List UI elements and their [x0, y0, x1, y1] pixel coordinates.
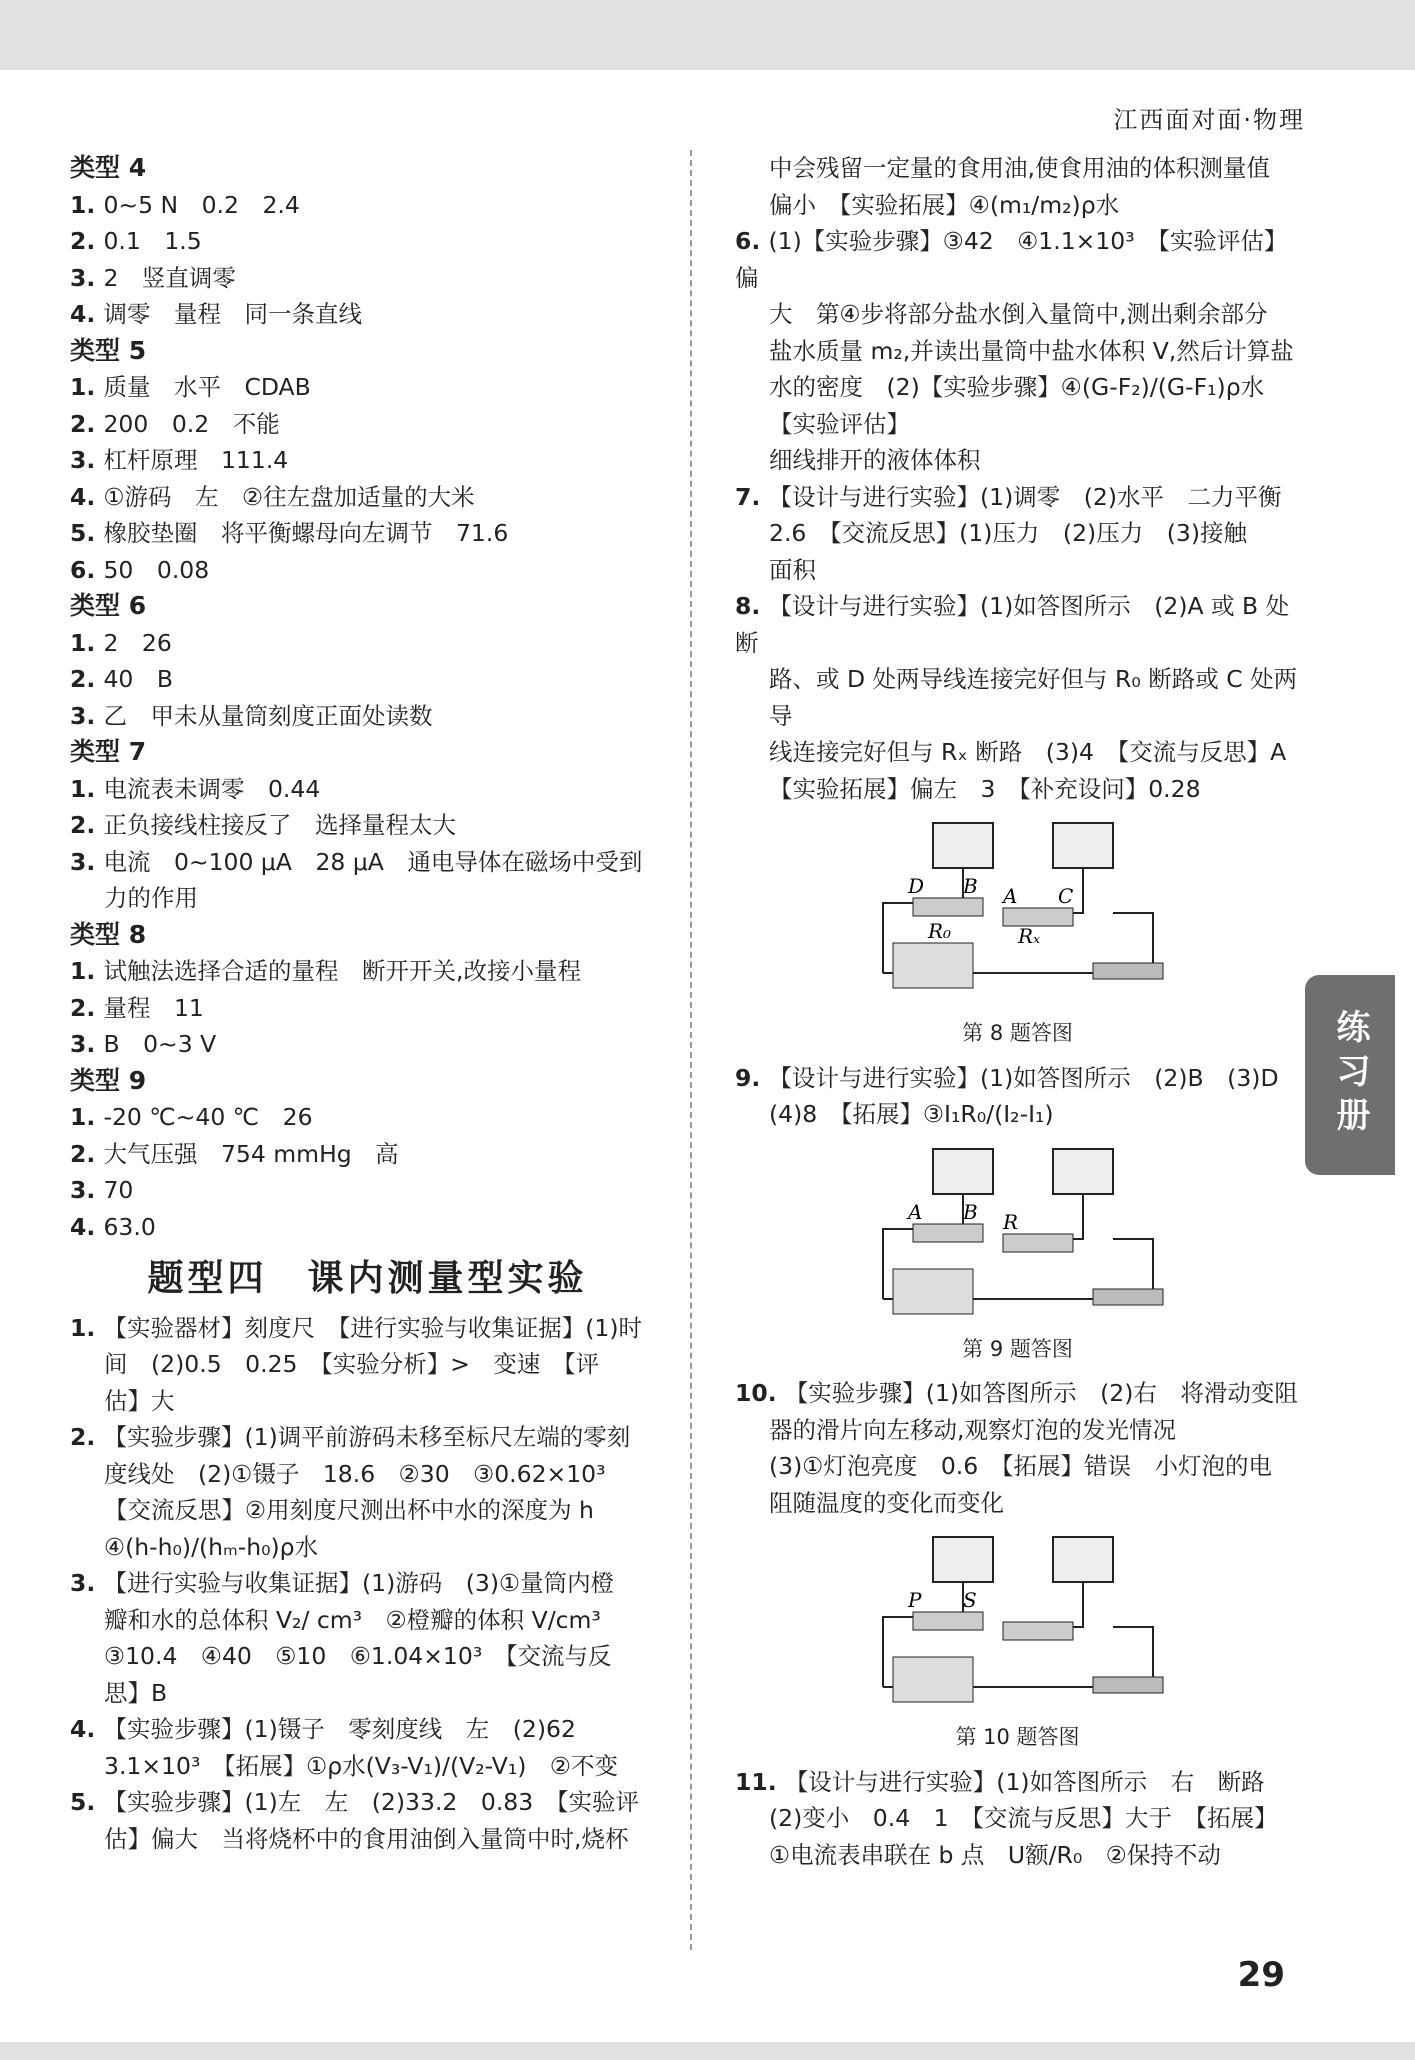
figure: [735, 1139, 1300, 1368]
item-number: 4.: [70, 482, 104, 511]
item-text: 量程 11: [103, 993, 204, 1022]
answer-continuation: 大 第④步将部分盐水倒入量筒中,测出剩余部分: [769, 300, 1268, 328]
answer-continuation: 线连接完好但与 Rₓ 断路 (3)4 【交流与反思】A: [769, 738, 1287, 766]
item-number: 5.: [70, 519, 104, 547]
answer-continuation: 器的滑片向左移动,观察灯泡的发光情况: [769, 1415, 1176, 1444]
answer-item: [70, 1099, 665, 1136]
item-text: 乙 甲未从量筒刻度正面处读数: [103, 701, 433, 730]
item-text: 200 0.2 不能: [103, 409, 280, 438]
answer-continuation: (2)变小 0.4 1 【交流与反思】大于 【拓展】: [769, 1804, 1278, 1832]
answer-continuation: 3.1×10³ 【拓展】①ρ水(V₃-V₁)/(V₂-V₁) ②不变: [104, 1751, 618, 1780]
type-heading: 类型 4: [70, 153, 147, 182]
answer-item: [70, 1172, 665, 1209]
item-number: 1.: [70, 1103, 104, 1131]
item-number: 1.: [70, 190, 104, 219]
resistor-icon: [1003, 1622, 1073, 1640]
figure: [735, 1527, 1300, 1756]
item-number: 8.: [735, 592, 769, 620]
item-number: 3.: [70, 1176, 104, 1204]
fig-label: R: [1002, 1209, 1018, 1234]
answer-continuation: 盐水质量 m₂,并读出量筒中盐水体积 V,然后计算盐: [769, 336, 1294, 365]
item-text: 大气压强 754 mmHg 高: [103, 1139, 399, 1168]
item-number: 4.: [70, 1715, 104, 1743]
type-heading: 类型 8: [70, 919, 147, 949]
answer-item: [70, 1310, 665, 1347]
item-text: 2 26: [103, 628, 172, 657]
answer-continuation: ④(h-h₀)/(hₘ-h₀)ρ水: [104, 1532, 319, 1561]
item-number: 9.: [735, 1063, 769, 1092]
meter-icon: [933, 823, 993, 868]
answer-continuation: 面积: [769, 555, 816, 584]
meter-icon: [933, 1537, 993, 1582]
item-text: 杠杆原理 111.4: [103, 446, 289, 474]
answer-item: [735, 479, 1300, 516]
answer-item: [70, 1136, 665, 1173]
answer-item: [735, 1375, 1300, 1412]
answer-continuation: 【实验拓展】偏左 3 【补充设问】0.28: [769, 774, 1201, 803]
item-number: 10.: [735, 1379, 785, 1407]
column-divider: [690, 150, 692, 1950]
power-supply-icon: [893, 1269, 973, 1314]
item-number: 1.: [70, 957, 104, 985]
meter-icon: [1053, 1537, 1113, 1582]
item-text: 50 0.08: [103, 555, 210, 584]
fig-label: A: [907, 1199, 922, 1224]
item-text: -20 ℃~40 ℃ 26: [103, 1103, 313, 1131]
left-column: [70, 150, 665, 1857]
item-number: 7.: [735, 482, 769, 511]
answer-item: [70, 479, 665, 516]
answer-item: [70, 1784, 665, 1821]
item-number: 2.: [70, 227, 104, 255]
top-band: [0, 0, 1415, 70]
fig-label: C: [1057, 884, 1073, 908]
answer-item: [70, 771, 665, 808]
item-text: 63.0: [103, 1212, 156, 1241]
meter-icon: [1053, 1149, 1113, 1194]
answer-item: [70, 953, 665, 990]
side-tab-exercise-book[interactable]: 练习册: [1305, 975, 1395, 1175]
answer-item: [70, 515, 665, 552]
item-text: (1)【实验步骤】③42 ④1.1×10³ 【实验评估】偏: [735, 227, 1288, 292]
item-number: 11.: [735, 1767, 785, 1796]
meter-icon: [1053, 823, 1113, 868]
figure-caption: 第 10 题答图: [955, 1725, 1080, 1749]
item-text: 【设计与进行实验】(1)如答图所示 右 断路: [784, 1767, 1265, 1796]
power-supply-icon: [893, 1657, 973, 1702]
resistor-icon: [913, 1612, 983, 1630]
type-heading: 类型 9: [70, 1065, 147, 1095]
answer-item: [70, 625, 665, 662]
answer-continuation: 估】大: [104, 1386, 175, 1415]
answer-continuation: 2.6 【交流反思】(1)压力 (2)压力 (3)接触: [769, 519, 1247, 547]
answer-item: [70, 442, 665, 479]
item-number: 3.: [70, 263, 104, 292]
item-number: 2.: [70, 993, 104, 1022]
type-heading: 类型 5: [70, 335, 147, 365]
bottom-band: [0, 2042, 1415, 2060]
answer-continuation: 中会残留一定量的食用油,使食用油的体积测量值: [769, 154, 1270, 182]
page-header: 江西面对面·物理: [1113, 106, 1305, 134]
item-number: 1.: [70, 1313, 104, 1342]
answer-item: [735, 1764, 1300, 1801]
item-number: 3.: [70, 847, 104, 876]
switch-icon: [1093, 963, 1163, 979]
item-number: 1.: [70, 373, 104, 401]
answer-continuation: 瓣和水的总体积 V₂/ cm³ ②橙瓣的体积 V/cm³: [104, 1605, 601, 1634]
answer-item: [70, 1711, 665, 1748]
item-text: 质量 水平 CDAB: [103, 373, 311, 401]
item-number: 1.: [70, 774, 104, 803]
meter-icon: [933, 1149, 993, 1194]
item-text: 2 竖直调零: [103, 263, 236, 292]
answer-item: [70, 1209, 665, 1246]
answer-continuation: 水的密度 (2)【实验步骤】④(G-F₂)/(G-F₁)ρ水 【实验评估】: [769, 373, 1288, 438]
circuit-diagram-f9: [853, 1139, 1183, 1329]
item-text: 70: [103, 1176, 134, 1204]
item-number: 2.: [70, 1423, 104, 1451]
answer-item: [70, 698, 665, 735]
fig-label: R₀: [927, 919, 951, 943]
item-text: 【实验步骤】(1)如答图所示 (2)右 将滑动变阻: [784, 1379, 1298, 1407]
figure: [735, 813, 1300, 1052]
answer-item: [70, 187, 665, 224]
power-supply-icon: [893, 943, 973, 988]
answer-item: [70, 406, 665, 443]
answer-item: [70, 990, 665, 1027]
fig-label: B: [962, 1199, 978, 1224]
item-text: B 0~3 V: [103, 1030, 217, 1058]
item-text: 【实验步骤】(1)调平前游码未移至标尺左端的零刻: [103, 1423, 631, 1451]
answer-item: [70, 260, 665, 297]
circuit-diagram-f8: [853, 813, 1183, 1013]
item-text: 电流表未调零 0.44: [103, 774, 321, 803]
item-text: 橡胶垫圈 将平衡螺母向左调节 71.6: [103, 519, 509, 547]
item-number: 2.: [70, 665, 104, 693]
answer-item: [70, 223, 665, 260]
item-text: 电流 0~100 μA 28 μA 通电导体在磁场中受到: [103, 847, 643, 876]
circuit-diagram-f10: [853, 1527, 1183, 1717]
switch-icon: [1093, 1289, 1163, 1305]
answer-item: [735, 223, 1300, 296]
answer-continuation: ③10.4 ④40 ⑤10 ⑥1.04×10³ 【交流与反: [104, 1642, 612, 1670]
answer-continuation: (4)8 【拓展】③I₁R₀/(I₂-I₁): [769, 1100, 1054, 1128]
answer-item: [70, 1419, 665, 1456]
item-number: 2.: [70, 409, 104, 438]
item-text: 【进行实验与收集证据】(1)游码 (3)①量筒内橙: [103, 1569, 615, 1597]
item-number: 3.: [70, 701, 104, 730]
figure-caption: 第 8 题答图: [962, 1021, 1073, 1045]
answer-continuation: 细线排开的液体体积: [769, 446, 981, 474]
item-text: 调零 量程 同一条直线: [103, 300, 362, 328]
item-number: 2.: [70, 1139, 104, 1168]
resistor-icon: [1003, 1234, 1073, 1252]
answer-continuation: 路、或 D 处两导线连接完好但与 R₀ 断路或 C 处两导: [769, 665, 1298, 730]
answer-item: [70, 296, 665, 333]
answer-continuation: 阻随温度的变化而变化: [769, 1488, 1004, 1517]
answer-continuation: 力的作用: [104, 884, 198, 912]
item-number: 4.: [70, 1212, 104, 1241]
resistor-icon: [913, 1224, 983, 1242]
item-text: 【实验器材】刻度尺 【进行实验与收集证据】(1)时: [103, 1313, 643, 1342]
answer-item: [70, 844, 665, 881]
fig-label: B: [962, 874, 978, 898]
item-text: 40 B: [103, 665, 173, 693]
type-heading: 类型 7: [70, 737, 147, 766]
item-number: 3.: [70, 1569, 104, 1597]
section-title: 题型四 课内测量型实验: [147, 1258, 588, 1299]
fig-label: S: [962, 1588, 977, 1612]
item-text: 0~5 N 0.2 2.4: [103, 190, 300, 219]
answer-continuation: 间 (2)0.5 0.25 【实验分析】> 变速 【评: [104, 1350, 600, 1378]
switch-icon: [1093, 1677, 1163, 1693]
item-text: 【设计与进行实验】(1)调零 (2)水平 二力平衡: [768, 482, 1282, 511]
fig-label: P: [907, 1588, 921, 1612]
answer-continuation: 思】B: [104, 1678, 168, 1707]
right-column: [735, 150, 1300, 1873]
type-heading: 类型 6: [70, 591, 147, 620]
item-number: 6.: [735, 227, 769, 255]
fig-label: A: [1002, 884, 1017, 908]
item-text: 试触法选择合适的量程 断开开关,改接小量程: [103, 957, 581, 985]
answer-continuation: 估】偏大 当将烧杯中的食用油倒入量筒中时,烧杯: [104, 1824, 629, 1853]
figure-caption: 第 9 题答图: [962, 1336, 1073, 1361]
answer-item: [70, 552, 665, 589]
resistor-icon: [913, 898, 983, 916]
answer-item: [70, 807, 665, 844]
fig-label: D: [907, 874, 924, 898]
item-text: 【实验步骤】(1)镊子 零刻度线 左 (2)62: [103, 1715, 576, 1743]
page-number: 29: [1237, 1955, 1285, 1995]
item-text: 【设计与进行实验】(1)如答图所示 (2)A 或 B 处断: [735, 592, 1290, 657]
answer-item: [70, 1026, 665, 1063]
item-text: ①游码 左 ②往左盘加适量的大米: [103, 482, 475, 511]
item-number: 5.: [70, 1788, 104, 1816]
answer-item: [735, 588, 1300, 661]
answer-continuation: 偏小 【实验拓展】④(m₁/m₂)ρ水: [769, 190, 1120, 219]
item-number: 2.: [70, 811, 104, 839]
item-number: 6.: [70, 555, 104, 584]
item-text: 【设计与进行实验】(1)如答图所示 (2)B (3)D: [768, 1063, 1279, 1092]
answer-item: [70, 1565, 665, 1602]
answer-continuation: 【交流反思】②用刻度尺测出杯中水的深度为 h: [104, 1496, 594, 1524]
answer-item: [70, 369, 665, 406]
item-text: 【实验步骤】(1)左 左 (2)33.2 0.83 【实验评: [103, 1788, 639, 1816]
fig-label: Rₓ: [1017, 924, 1040, 948]
item-text: 正负接线柱接反了 选择量程太大: [103, 811, 456, 839]
item-number: 1.: [70, 628, 104, 657]
answer-item: [70, 661, 665, 698]
item-number: 3.: [70, 1030, 104, 1058]
item-text: 0.1 1.5: [103, 227, 202, 255]
answer-item: [735, 1060, 1300, 1097]
answer-continuation: (3)①灯泡亮度 0.6 【拓展】错误 小灯泡的电: [769, 1452, 1272, 1480]
item-number: 3.: [70, 446, 104, 474]
answer-continuation: 度线处 (2)①镊子 18.6 ②30 ③0.62×10³: [104, 1459, 606, 1488]
item-number: 4.: [70, 300, 104, 328]
answer-continuation: ①电流表串联在 b 点 U额/R₀ ②保持不动: [769, 1840, 1221, 1869]
